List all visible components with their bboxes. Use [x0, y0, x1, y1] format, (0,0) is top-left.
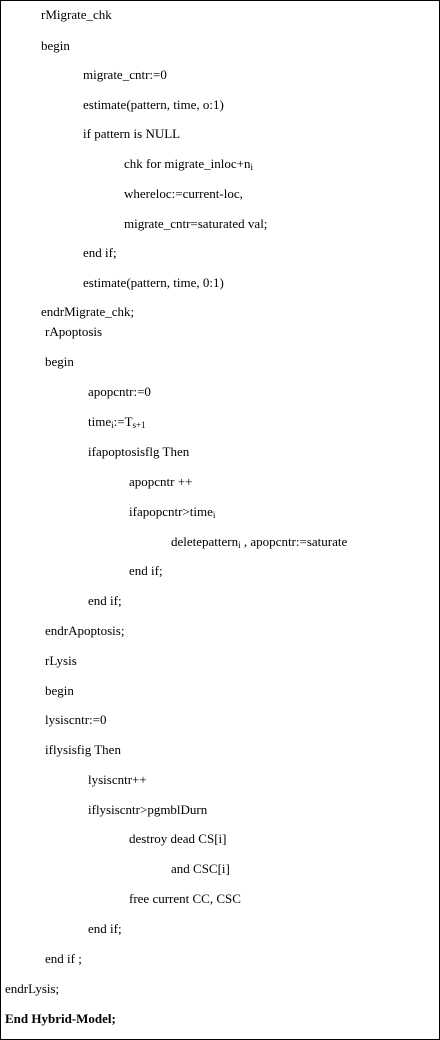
code-line: apopcntr:=0 — [88, 384, 151, 399]
code-line: rApoptosis — [45, 324, 103, 339]
code-line — [88, 414, 146, 430]
code-line: end if; — [88, 593, 122, 608]
code-line: migrate_cntr:=0 — [83, 67, 167, 82]
subscript: i — [238, 540, 241, 550]
subscript: i — [250, 162, 253, 172]
code-line: end if ; — [45, 951, 82, 966]
code-line: lysiscntr:=0 — [45, 712, 107, 727]
code-line — [171, 534, 347, 550]
subscript: i — [111, 420, 114, 430]
subscript: i — [212, 510, 216, 520]
code-text: time — [88, 414, 112, 429]
code-line — [124, 156, 253, 172]
code-line: estimate(pattern, time, o:1) — [83, 97, 224, 112]
code-line-end: End Hybrid-Model; — [5, 1011, 116, 1026]
code-line: free current CC, CSC — [129, 891, 241, 906]
code-line: apopcntr ++ — [129, 474, 193, 489]
code-line: whereloc:=current-loc, — [124, 186, 243, 201]
code-line: lysiscntr++ — [88, 772, 147, 787]
code-line: iflysisfig Then — [45, 742, 121, 757]
subscript: s+1 — [132, 420, 146, 430]
code-text: :=T — [113, 414, 133, 429]
code-line: ifapoptosisflg Then — [88, 444, 190, 459]
code-line: iflysiscntr>pgmblDurn — [88, 802, 208, 817]
code-line: begin — [45, 354, 74, 369]
code-line: endrApoptosis; — [45, 623, 125, 638]
code-line — [129, 504, 215, 520]
code-line: end if; — [88, 921, 122, 936]
code-line: begin — [41, 38, 70, 53]
code-line: begin — [45, 683, 74, 698]
code-line: estimate(pattern, time, 0:1) — [83, 275, 224, 290]
code-line: migrate_cntr=saturated val; — [124, 216, 268, 231]
code-line: rMigrate_chk — [41, 7, 112, 22]
code-line: endrLysis; — [5, 981, 60, 996]
code-line: end if; — [129, 563, 163, 578]
code-text: , apopcntr:=saturate — [240, 534, 348, 549]
code-line: endrMigrate_chk; — [41, 304, 135, 319]
code-line: end if; — [83, 245, 117, 260]
code-text: chk for migrate_inloc+n — [124, 156, 251, 171]
code-line: if pattern is NULL — [83, 126, 181, 141]
code-text: ifapopcntr>time — [129, 504, 213, 519]
code-text: deletepattern — [171, 534, 239, 549]
code-line: and CSC[i] — [171, 861, 230, 876]
code-line: destroy dead CS[i] — [129, 831, 227, 846]
code-line: rLysis — [45, 653, 77, 668]
